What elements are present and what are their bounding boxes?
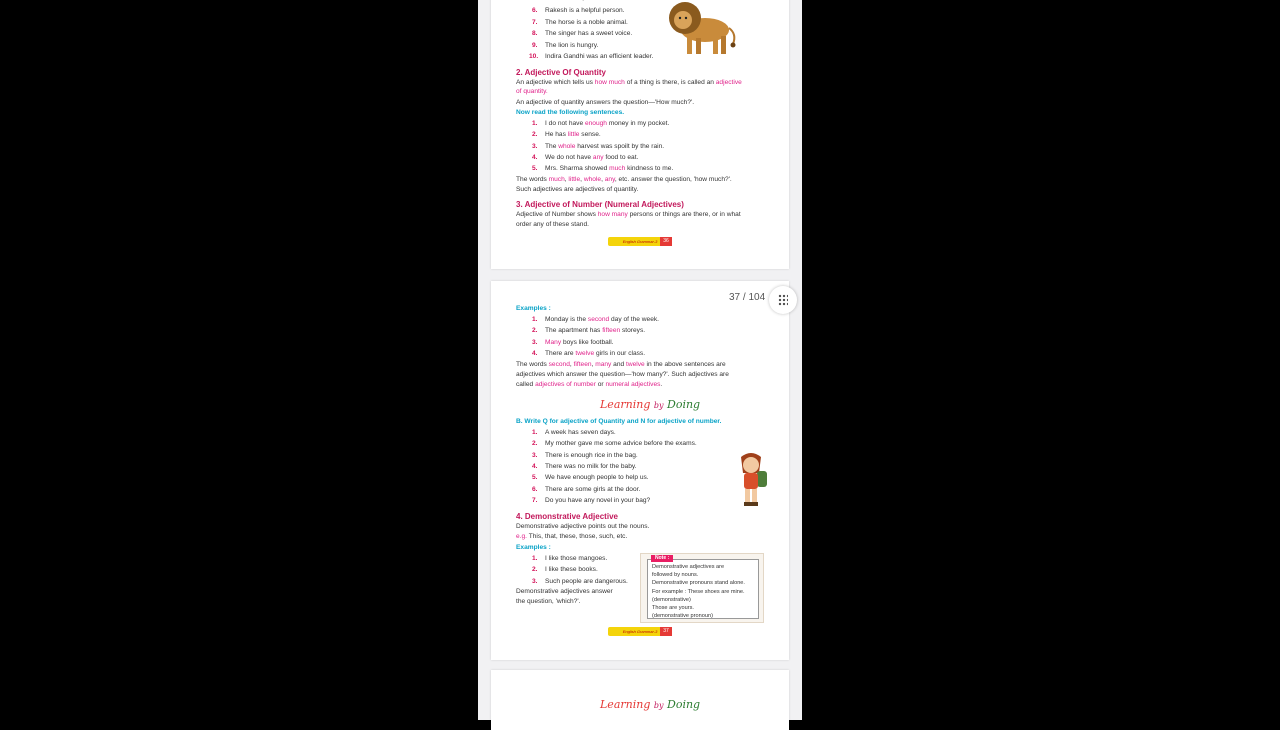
demo-examples-label: Examples : xyxy=(516,544,551,551)
note-tag: Note : xyxy=(651,555,673,562)
number-def-line2: order any of these stand. xyxy=(516,221,589,228)
list-num: 1. xyxy=(532,120,538,127)
page-footer xyxy=(608,237,672,246)
list-item: The lion is hungry. xyxy=(545,42,599,49)
list-num: 2. xyxy=(532,327,538,334)
footer-page-number: 37 xyxy=(660,627,672,636)
words-line: The words much, little, whole, any, etc. answer the question, 'how much?'. xyxy=(516,176,732,183)
list-num: 6. xyxy=(532,486,538,493)
note-line: For example : These shoes are mine. xyxy=(652,588,745,595)
girl-explorer-illustration xyxy=(735,451,769,509)
quantity-def-line1: An adjective which tells us how much of a thing is there, is called an adjective xyxy=(516,79,742,86)
para-line2: adjectives which answer the question—'how many?'. Such adjectives are xyxy=(516,371,729,378)
list-item: He has little sense. xyxy=(545,131,601,138)
now-read-label: Now read the following sentences. xyxy=(516,109,625,116)
list-num xyxy=(532,0,538,2)
exercise-title: B. Write Q for adjective of Quantity and N for adjective of number. xyxy=(516,418,722,425)
list-num: 2. xyxy=(532,131,538,138)
list-num: 1. xyxy=(532,555,538,562)
list-item: My mother gave me some advice before the exams. xyxy=(545,440,697,447)
list-num: 10. xyxy=(529,53,539,60)
list-num: 7. xyxy=(532,497,538,504)
list-item: I do not have enough money in my pocket. xyxy=(545,120,670,127)
quantity-def-line2: of quantity. xyxy=(516,88,548,95)
note-line: followed by nouns. xyxy=(652,572,699,579)
list-item: Do you have any novel in your bag? xyxy=(545,497,651,504)
demo-answer-line1: Demonstrative adjectives answer xyxy=(516,588,613,595)
note-line: (demonstrative pronoun) xyxy=(652,613,713,620)
list-num: 4. xyxy=(532,350,538,357)
note-text xyxy=(652,563,758,620)
learning-by-doing-logo: Learning by Doing xyxy=(600,698,701,711)
note-inner xyxy=(647,555,759,620)
list-item: There is enough rice in the bag. xyxy=(545,452,638,459)
heading-quantity: 2. Adjective Of Quantity xyxy=(516,68,606,77)
list-num: 3. xyxy=(532,578,538,585)
demo-eg: e.g. This, that, these, those, such, etc. xyxy=(516,533,628,540)
pdf-page-38 xyxy=(491,670,789,730)
lion-illustration xyxy=(663,0,739,60)
list-num: 8. xyxy=(532,30,538,37)
list-item: I like those mangoes. xyxy=(545,555,608,562)
heading-number: 3. Adjective of Number (Numeral Adjectives) xyxy=(516,200,684,209)
list-item: Monday is the second day of the week. xyxy=(545,316,660,323)
list-item: Indira Gandhi was an efficient leader. xyxy=(545,53,654,60)
such-line: Such adjectives are adjectives of quantity. xyxy=(516,186,639,193)
learning-by-doing-logo: Learning by Doing xyxy=(600,398,701,411)
list-num: 2. xyxy=(532,566,538,573)
examples-label: Examples : xyxy=(516,305,551,312)
list-item: Such people are dangerous. xyxy=(545,578,628,585)
list-num: 6. xyxy=(532,7,538,14)
footer-label: English Grammar-3 xyxy=(622,629,658,634)
list-num: 1. xyxy=(532,429,538,436)
list-item xyxy=(545,0,604,2)
number-def-line1: Adjective of Number shows how many persons or things are there, or in what xyxy=(516,211,741,218)
list-item: Rakesh is a helpful person. xyxy=(545,7,625,14)
pdf-viewer[interactable] xyxy=(478,0,802,720)
list-item: I like these books. xyxy=(545,566,598,573)
drag-handle-icon[interactable] xyxy=(769,286,797,314)
list-num: 4. xyxy=(532,463,538,470)
note-line: (demonstrative) xyxy=(652,596,691,603)
para-line1: The words second, fifteen, many and twelve in the above sentences are xyxy=(516,361,726,368)
list-num: 7. xyxy=(532,19,538,26)
footer-page-number: 36 xyxy=(660,237,672,246)
note-box xyxy=(640,553,764,623)
list-item: There was no milk for the baby. xyxy=(545,463,637,470)
list-item: We have enough people to help us. xyxy=(545,474,649,481)
note-line: Those are yours. xyxy=(652,605,694,612)
list-num: 1. xyxy=(532,316,538,323)
list-num: 9. xyxy=(532,42,538,49)
list-num: 3. xyxy=(532,452,538,459)
list-num: 3. xyxy=(532,339,538,346)
pdf-page-36 xyxy=(491,0,789,269)
list-item: There are twelve girls in our class. xyxy=(545,350,646,357)
list-num: 5. xyxy=(532,165,538,172)
page-counter: 37 / 104 xyxy=(729,292,766,303)
heading-demonstrative: 4. Demonstrative Adjective xyxy=(516,512,618,521)
list-item: There are some girls at the door. xyxy=(545,486,641,493)
list-item: The apartment has fifteen storeys. xyxy=(545,327,646,334)
list-item: Many boys like football. xyxy=(545,339,614,346)
demo-def: Demonstrative adjective points out the nouns. xyxy=(516,523,650,530)
list-item: We do not have any food to eat. xyxy=(545,154,639,161)
pdf-page-37 xyxy=(491,281,789,660)
page-footer xyxy=(608,627,672,636)
demo-answer-line2: the question, 'which?'. xyxy=(516,598,581,605)
quantity-answers: An adjective of quantity answers the question—'How much?'. xyxy=(516,99,695,106)
list-num: 4. xyxy=(532,154,538,161)
footer-label: English Grammar-3 xyxy=(622,239,658,244)
list-item: The horse is a noble animal. xyxy=(545,19,628,26)
list-num: 5. xyxy=(532,474,538,481)
para-line3: called adjectives of number or numeral adjectives. xyxy=(516,381,663,388)
list-num: 3. xyxy=(532,143,538,150)
list-num: 2. xyxy=(532,440,538,447)
note-line: Demonstrative adjectives are xyxy=(652,564,725,570)
note-line: Demonstrative pronouns stand alone. xyxy=(652,580,745,587)
list-item: Mrs. Sharma showed much kindness to me. xyxy=(545,165,674,172)
list-item: The whole harvest was spoilt by the rain. xyxy=(545,143,665,150)
list-item: The singer has a sweet voice. xyxy=(545,30,633,37)
list-item: A week has seven days. xyxy=(545,429,616,436)
